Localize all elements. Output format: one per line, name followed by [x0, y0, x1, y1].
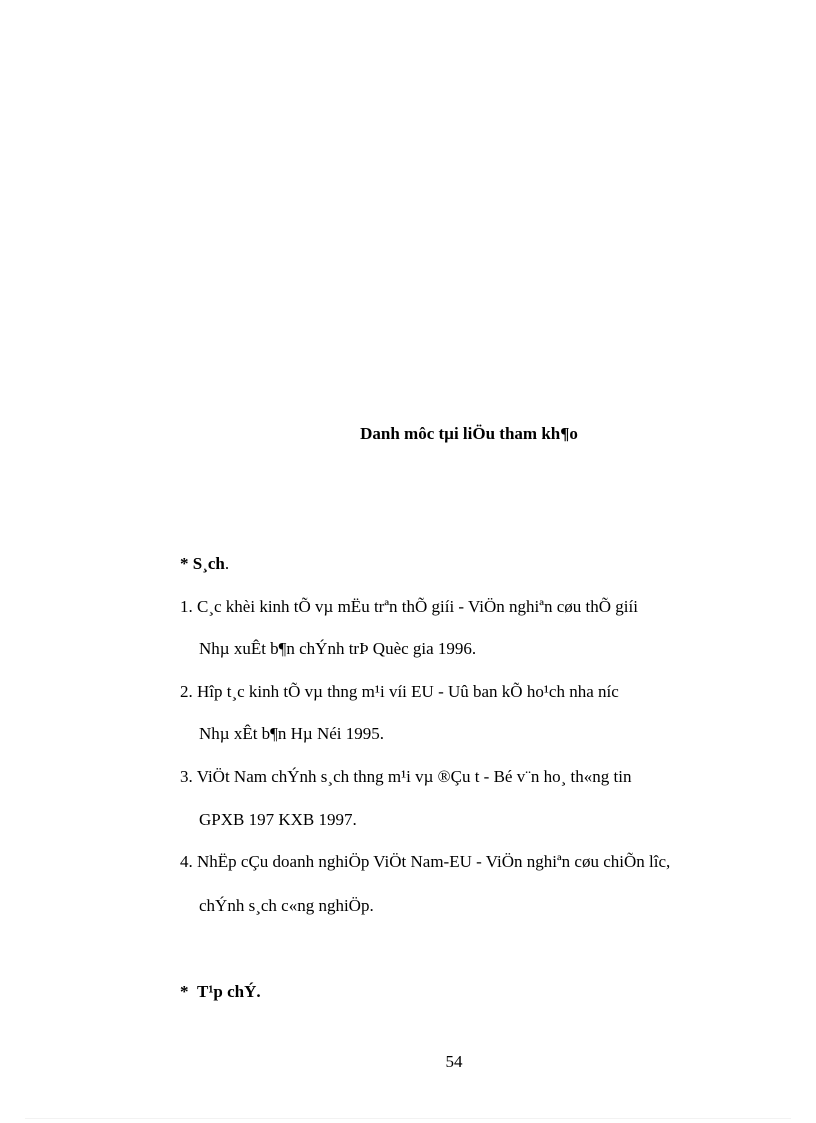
- reference-text: NhËp cÇu doanh nghiÖp ViÖt Nam-EU - ViÖn nghiªn cøu chiÕn lîc,: [197, 852, 671, 871]
- reference-item-3: [180, 767, 631, 787]
- books-section-label: S¸ch: [192, 554, 225, 573]
- reference-item-4-line2: chÝnh s¸ch c«ng nghiÖp.: [199, 896, 374, 915]
- journals-section-star: *: [180, 982, 189, 1001]
- reference-number: 4.: [180, 852, 193, 871]
- reference-text: C¸c khèi kinh tÕ vµ mËu trªn thÕ giíi - ViÖn nghiªn cøu thÕ giíi: [197, 597, 638, 616]
- reference-item-2-line2: Nhµ xÊt b¶n Hµ Néi 1995.: [199, 724, 384, 743]
- page-bottom-divider: [25, 1118, 791, 1119]
- reference-item-3-line2: GPXB 197 KXB 1997.: [199, 810, 357, 829]
- reference-item-4: [180, 852, 670, 872]
- page-title: Danh môc tµi liÖu tham kh¶o: [360, 424, 578, 443]
- reference-item-1: [180, 597, 638, 617]
- reference-item-1-line2: Nhµ xuÊt b¶n chÝnh trÞ Quèc gia 1996.: [199, 639, 477, 658]
- reference-text: Hîp t¸c kinh tÕ vµ thng m¹i víi EU - Uû ban kÕ ho¹ch nha níc: [197, 682, 619, 701]
- journals-section-heading: [180, 982, 261, 1002]
- books-section-suffix: .: [224, 554, 230, 573]
- reference-number: 2.: [180, 682, 193, 701]
- reference-number: 1.: [180, 597, 193, 616]
- page-number: 54: [445, 1052, 463, 1071]
- reference-item-2: [180, 682, 619, 702]
- books-section-star: *: [180, 554, 193, 573]
- reference-number: 3.: [180, 767, 193, 786]
- journals-section-label: T¹p chÝ.: [197, 982, 261, 1001]
- reference-text: ViÖt Nam chÝnh s¸ch thng m¹i vµ ®Çu t - Bé v¨n ho¸ th«ng tin: [196, 767, 632, 786]
- books-section-heading: [180, 554, 229, 574]
